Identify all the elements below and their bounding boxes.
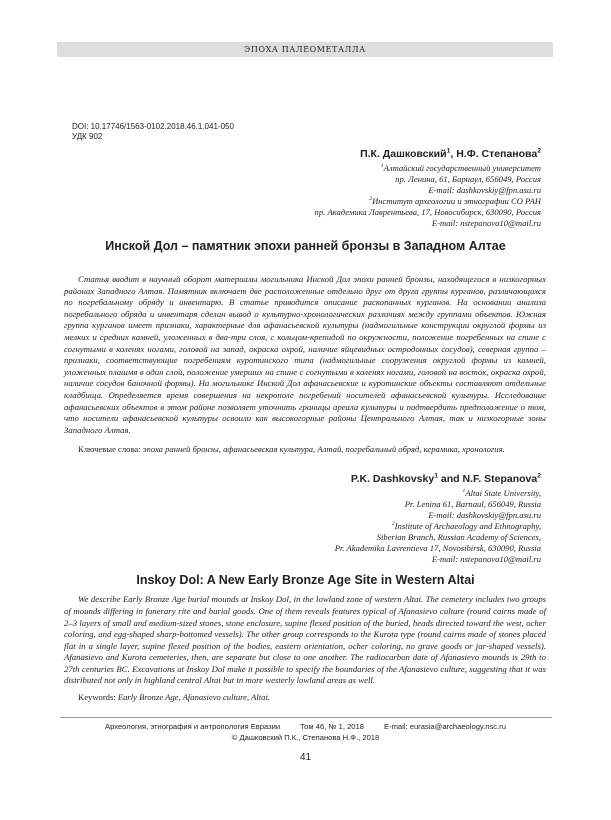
doi: DOI: 10.17746/1563-0102.2018.46.1.041-050 <box>72 122 234 131</box>
ru-abstract: Статья вводит в научный оборот материалы могильника Инской Дол эпохи ранней бронзы, находящегося в низкогорных районах Западного Алтая. Памятник включает две расположенные отдельно друг от друга группы курганов, различающихся по погребальному обряду и инвентарю. В статье приводится описание раскопанных курганов. На основании анализа погребального обряда и инвентаря сделан вывод о культурно-хронологических различиях между группами объектов. Южная группа курганов имеет признаки, характерные для афанасьевской культуры (надмогильные конструкции округлой формы из мелких и средних камней, уложенных в два-три слоя, с кольцом-крепидой по окружности, положение погребенных на спине с согнутыми в коленях ногами, головой на запад, окраска охрой, наличие яйцевидных остродонных сосудов), северная группа – признаки, соответствующие погребениям куротинского типа (надмогильные сооружения округлой формы из камней, уложенных плашмя в один слой, положение умерших на спине с согнутыми в коленях ногами, головой на восток, окраска охрой, наличие сосудов баночной формы). На могильнике Инской Дол афанасьевские и куротинские объекты составляют отдельные кладбища. Определяется время совершения на некрополе погребений носителей афанасьевской культуры. Исследование афанасьевских объектов в этом районе позволяет уточнить границы ареала культуры и подтвердить предположение о том, что носители афанасьевской культуры освоили как высокогорные районы Центрального Алтая, так и низкогорные зоны Западного Алтая. <box>64 274 546 435</box>
ru-authors <box>0 148 541 229</box>
section-header: ЭПОХА ПАЛЕОМЕТАЛЛА <box>57 42 553 57</box>
ru-author-names: П.К. Дашковский$^1$, Н.Ф. Степанова$^2$ <box>360 147 541 160</box>
page-number: 41 <box>299 752 312 764</box>
en-affiliations: $^1$Altai State University, Pr. Lenina 61, Barnaul, 656049, Russia E-mail: dashkovskiy@fpn.asu.ru $^2$Institute of Archaeology and Ethnography, Siberian Branch, Russian Academy of Sciences, Pr. Akademika Lavrentieva 17, Novosibirsk, 630090, Russia E-mail: nstepanova10@mail.ru <box>334 488 541 565</box>
ru-affiliations: $^1$Алтайский государственный университет пр. Ленина, 61, Барнаул, 656049, Россия E-mail: dashkovskiy@fpn.asu.ru $^2$Институт археологии и этнографии СО РАН пр. Академика Лаврентьева, 17, Новосибирск, 630090, Россия E-mail: nstepanova10@mail.ru <box>314 163 541 228</box>
en-title: Inskoy Dol: A New Early Bronze Age Site in Western Altai <box>136 573 475 588</box>
en-author-names: P.K. Dashkovsky$^1$ and N.F. Stepanova$^2$ <box>350 472 541 486</box>
footer-copyright: © Дашковский П.К., Степанова Н.Ф., 2018 <box>231 733 380 743</box>
footer-journal-line: Археология, этнография и антропология Евразии Том 46, № 1, 2018 E-mail: eurasia@archaeology.nsc.ru <box>105 722 506 732</box>
udk: УДК 902 <box>72 132 103 141</box>
en-keywords: Keywords: Early Bronze Age, Afanasievo culture, Altai. <box>78 692 270 703</box>
doi-block <box>72 122 611 142</box>
ru-keywords: Ключевые слова: эпоха ранней бронзы, афанасьевская культура, Алтай, погребальный обряд, керамика, хронология. <box>78 444 505 455</box>
ru-title: Инской Дол – памятник эпохи ранней бронзы в Западном Алтае <box>105 239 506 253</box>
footer-divider <box>60 717 552 718</box>
en-abstract: We describe Early Bronze Age burial mounds at Inskoy Dol, in the lowland zone of western Altai. The cemetery includes two groups of mounds differing in funerary rite and burial goods. One of them reveals features typical of Afanasievo culture (round cairns made of 2–3 layers of small and medium-sized stones, stone enclosure, supine flexed position of the buried, heads directed toward the west, ocher coloring, and egg-shaped sharp-bottomed vessels). The other group corresponds to the Kurota type (round cairns made of stones placed flat in a single layer, supine flexed position of the bodies, eastern orientation, ocher coloring, no grave goods or jar-shaped vessels). Afanasievo and Kurota cemeteries, then, are separate but close to one another. The radiocarbon date of Afanasievo mounds is 29th to 27th centuries BC. Excavations at Inskoy Dol make it possible to specify the boundaries of the Afanasievo culture, suggesting that it was distributed not only in highland central Altai but in more westerly lowland areas as well. <box>64 594 546 686</box>
en-authors <box>0 473 541 565</box>
